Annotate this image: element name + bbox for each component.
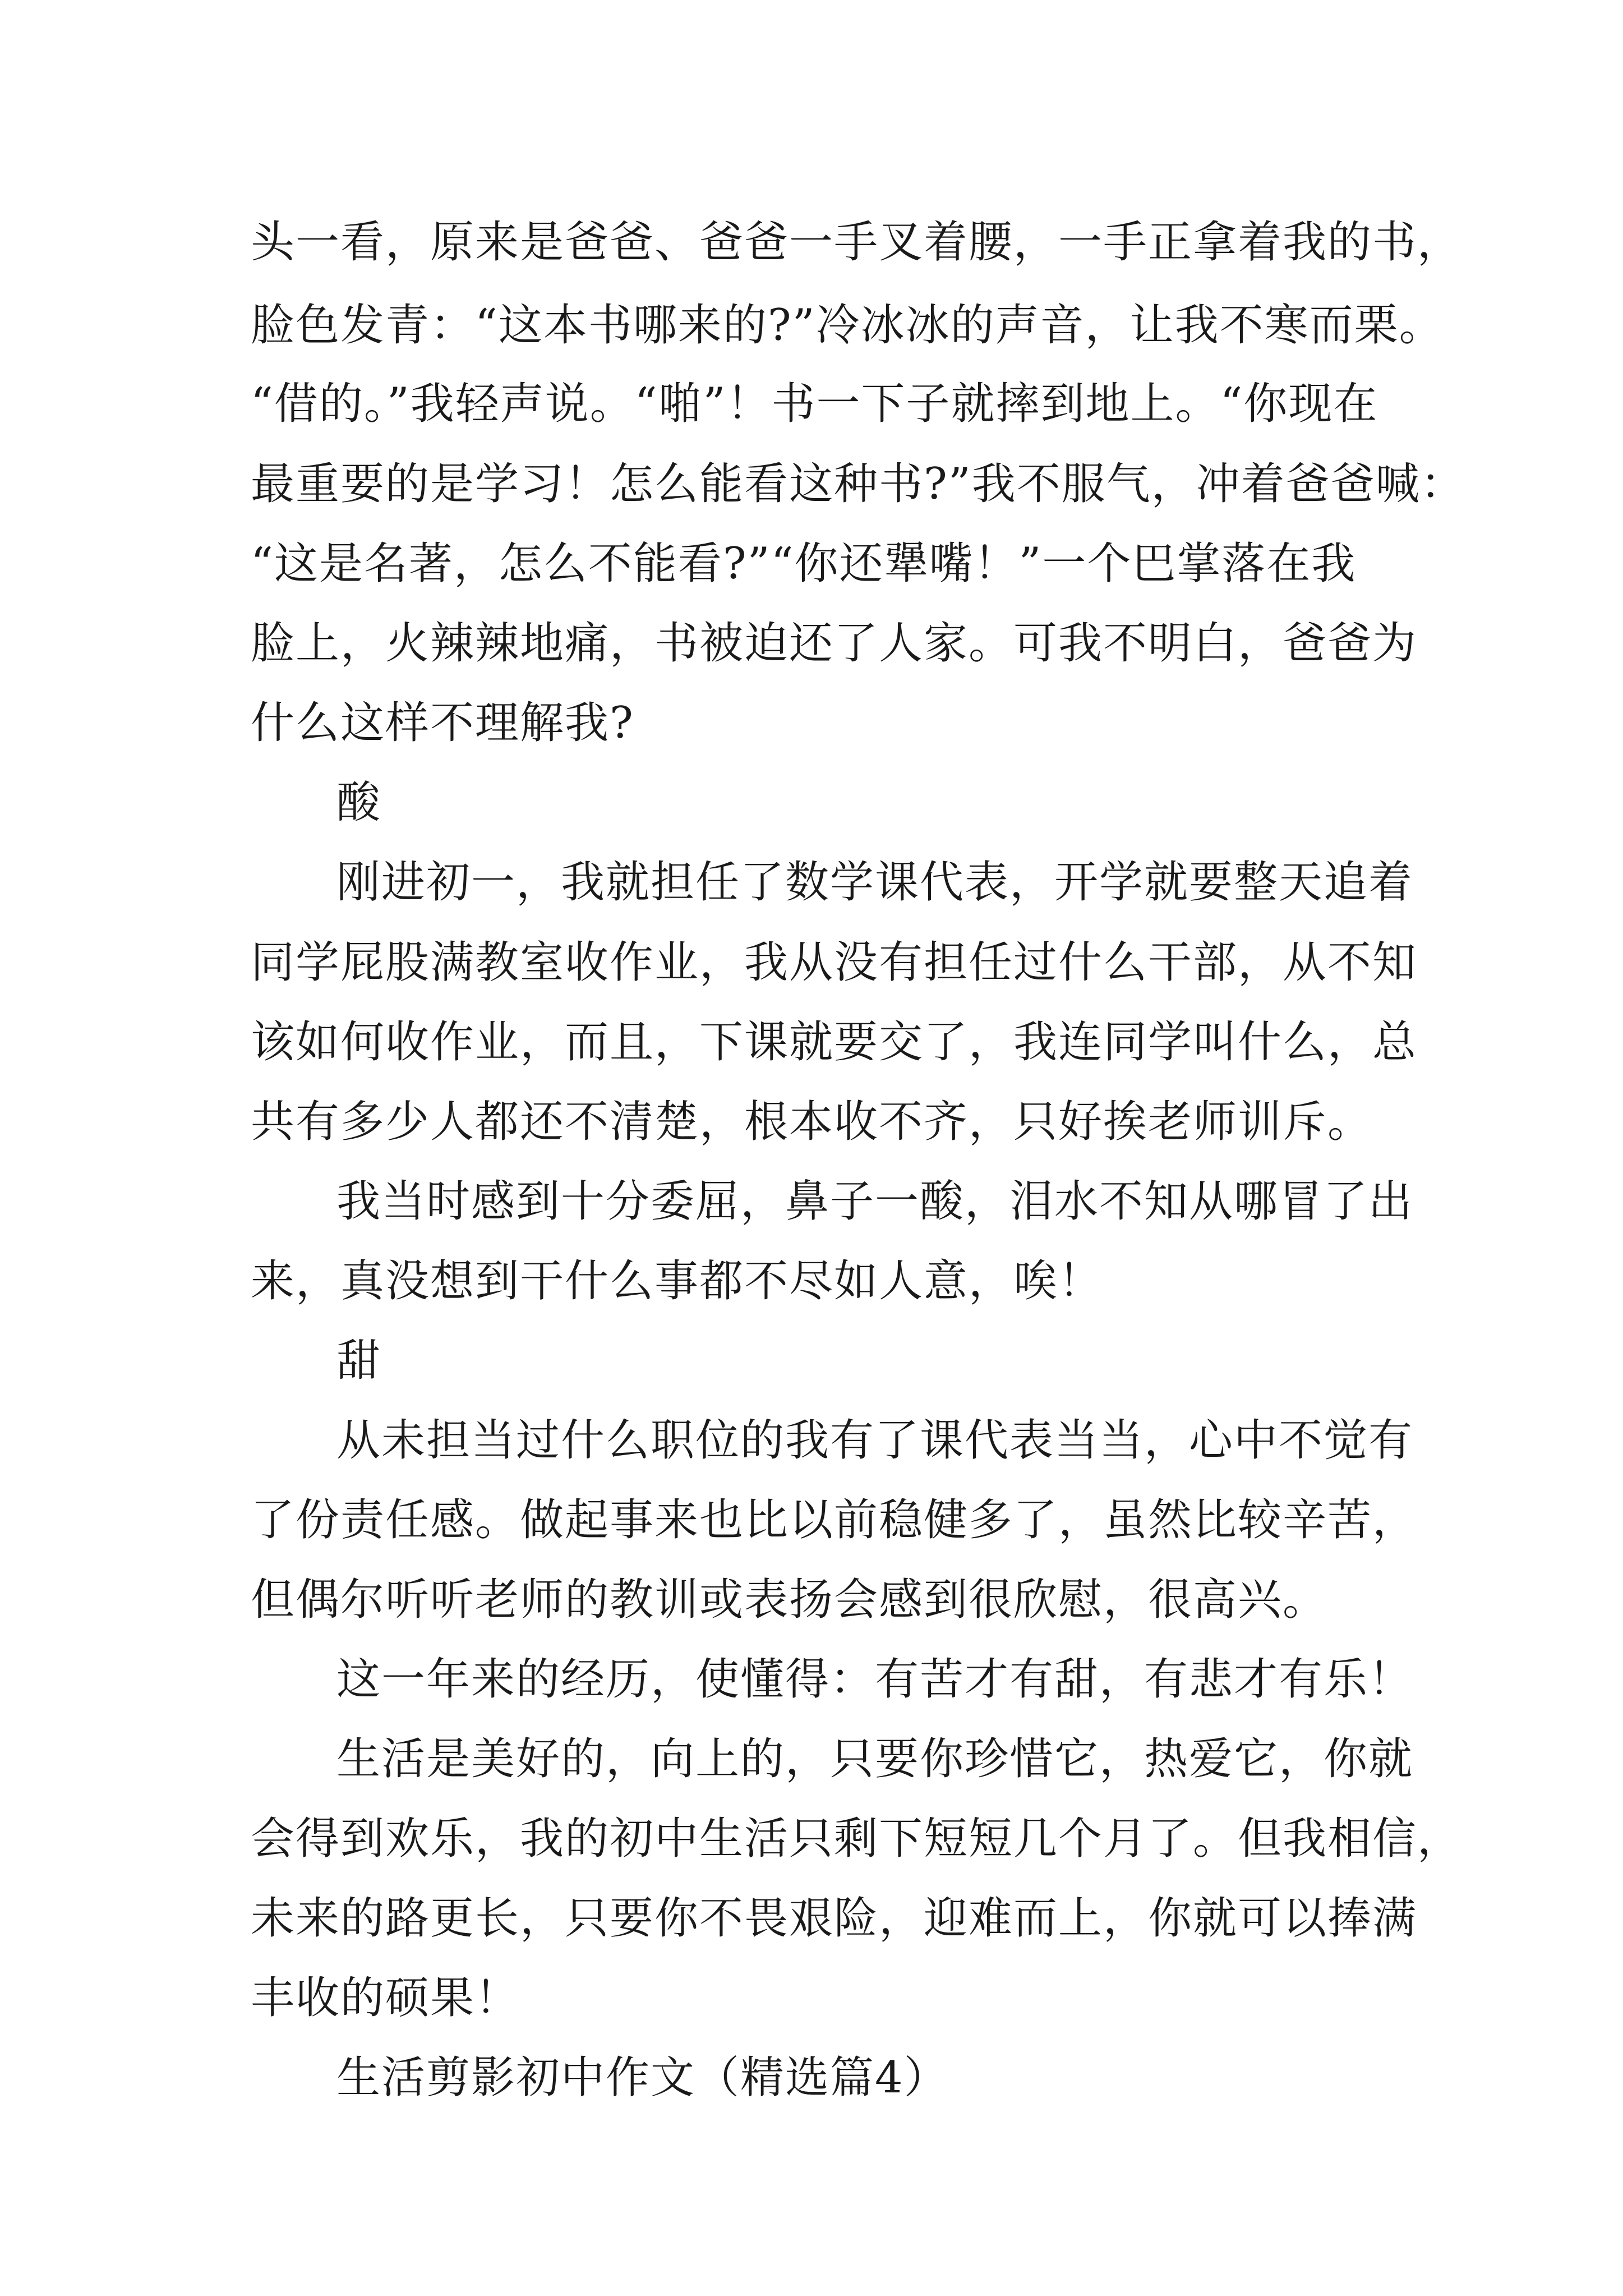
text-line: 什么这样不理解我? [251,698,634,748]
text-line: 共有多少人都还不清楚，根本收不齐，只好挨老师训斥。 [251,1097,1373,1147]
text-line: 生活是美好的，向上的，只要你珍惜它，热爱它，你就 [336,1734,1414,1784]
text-line: 但偶尔听听老师的教训或表扬会感到很欣慰，很高兴。 [251,1575,1328,1625]
section-heading-sweet: 甜 [336,1336,382,1386]
text-line: “这是名著，怎么不能看?”“你还犟嘴！”一个巴掌落在我 [251,539,1357,589]
text-line: 丰收的硕果！ [251,1973,520,2023]
article-title: 生活剪影初中作文（精选篇4） [336,2053,949,2103]
text-line: 了份责任感。做起事来也比以前稳健多了，虽然比较辛苦， [251,1495,1418,1545]
section-heading-sour: 酸 [336,777,382,828]
text-line: 最重要的是学习！怎么能看这种书?”我不服气，冲着爸爸喊： [251,459,1465,509]
text-line: 这一年来的经历，使懂得：有苦才有甜，有悲才有乐！ [336,1654,1414,1705]
text-line: 头一看，原来是爸爸、爸爸一手叉着腰，一手正拿着我的书， [251,217,1463,268]
text-line: 来，真没想到干什么事都不尽如人意，唉！ [251,1256,1104,1306]
text-line: 未来的路更长，只要你不畏艰险，迎难而上，你就可以捧满 [251,1893,1418,1944]
text-line: 我当时感到十分委屈，鼻子一酸，泪水不知从哪冒了出 [336,1176,1414,1227]
text-line: 同学屁股满教室收作业，我从没有担任过什么干部，从不知 [251,937,1418,988]
text-line: 从未担当过什么职位的我有了课代表当当，心中不觉有 [336,1415,1414,1466]
text-line: 该如何收作业，而且，下课就要交了，我连同学叫什么，总 [251,1017,1418,1068]
text-line: 会得到欢乐，我的初中生活只剩下短短几个月了。但我相信， [251,1814,1463,1864]
text-line: 脸上，火辣辣地痛，书被迫还了人家。可我不明白，爸爸为 [251,618,1418,669]
text-line: 脸色发青：“这本书哪来的?”冷冰冰的声音，让我不寒而栗。 [251,300,1444,351]
text-line: 刚进初一，我就担任了数学课代表，开学就要整天追着 [336,857,1414,908]
text-line: “借的。”我轻声说。“啪”！书一下子就摔到地上。“你现在 [251,379,1378,429]
